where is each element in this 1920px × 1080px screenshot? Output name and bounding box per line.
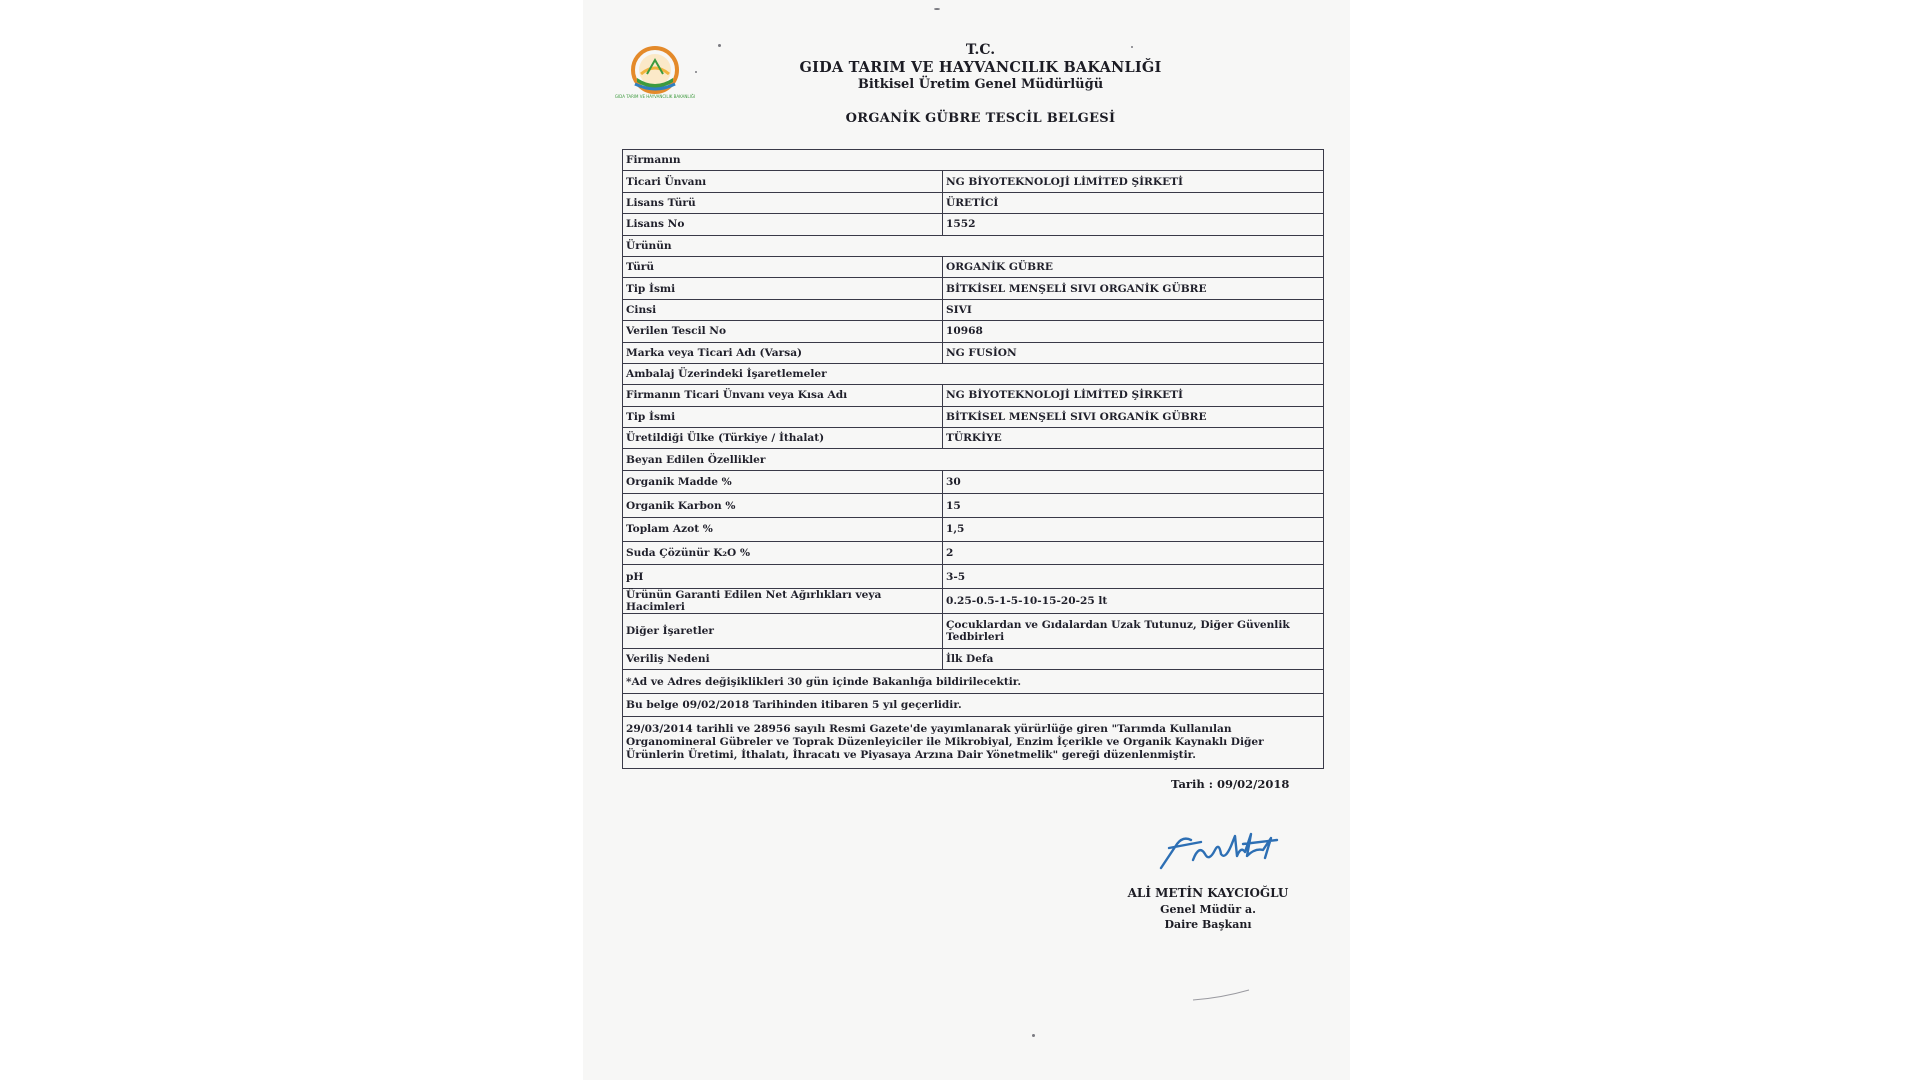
scan-stroke (1191, 988, 1251, 1002)
tescil-no-value: 10968 (943, 321, 1324, 342)
lisans-no-value: 1552 (943, 214, 1324, 235)
toplam-azot-label: Toplam Azot % (623, 518, 943, 542)
scan-speck (1131, 46, 1133, 48)
handwritten-signature-icon (1147, 826, 1297, 876)
certificate-page (583, 0, 1350, 1080)
section-row-beyan (623, 449, 1324, 470)
net-agirlik-value: 0.25-0.5-1-5-10-15-20-25 lt (943, 588, 1324, 613)
scan-speck (1032, 1034, 1035, 1037)
table-row (623, 648, 1324, 669)
issue-date: Tarih : 09/02/2018 (1171, 777, 1290, 791)
table-row (623, 494, 1324, 518)
table-row (623, 192, 1324, 213)
ulke-label: Üretildiği Ülke (Türkiye / İthalat) (623, 428, 943, 449)
marka-value: NG FUSİON (943, 342, 1324, 363)
scan-speck (718, 44, 721, 47)
table-row (623, 588, 1324, 613)
organik-madde-label: Organik Madde % (623, 470, 943, 494)
note-row (623, 693, 1324, 717)
marka-label: Marka veya Ticari Adı (Varsa) (623, 342, 943, 363)
cinsi-label: Cinsi (623, 299, 943, 320)
header-tc: T.C. (965, 42, 996, 58)
tip-ismi-value: BİTKİSEL MENŞELİ SIVI ORGANİK GÜBRE (943, 278, 1324, 299)
section-urunun: Ürünün (623, 235, 1324, 256)
signatory-title-1: Genel Müdür a. (1160, 903, 1256, 916)
tip-ismi2-label: Tip İsmi (623, 406, 943, 427)
ticari-unvan-label: Ticari Ünvanı (623, 171, 943, 192)
organik-karbon-label: Organik Karbon % (623, 494, 943, 518)
lisans-turu-label: Lisans Türü (623, 192, 943, 213)
table-row (623, 470, 1324, 494)
toplam-azot-value: 1,5 (943, 518, 1324, 542)
ministry-name: GIDA TARIM VE HAYVANCILIK BAKANLIĞI (799, 59, 1162, 76)
table-row (623, 406, 1324, 427)
table-row (623, 321, 1324, 342)
diger-label: Diğer İşaretler (623, 613, 943, 648)
note-yonetmelik: 29/03/2014 tarihli ve 28956 sayılı Resmi Gazete'de yayımlanarak yürürlüğe giren "Tarımda Kullanılan Organomineral Gübreler ve Toprak Düzenleyiciler ile Mikrobiyal, Enzim İçerikle ve Organik Kaynaklı Diğer Ürünlerin Üretimi, İthalatı, İhracatı ve Piyasaya Arzına Dair Yönetmelik" gereği düzenlenmiştir. (623, 717, 1324, 769)
logo-text: GIDA TARIM VE HAYVANCILIK BAKANLIĞI (614, 94, 696, 99)
tescil-no-label: Verilen Tescil No (623, 321, 943, 342)
table-row (623, 256, 1324, 277)
net-agirlik-label: Ürünün Garanti Edilen Net Ağırlıkları veya Hacimleri (623, 588, 943, 613)
tip-ismi2-value: BİTKİSEL MENŞELİ SIVI ORGANİK GÜBRE (943, 406, 1324, 427)
lisans-turu-value: ÜRETİCİ (943, 192, 1324, 213)
ph-value: 3-5 (943, 565, 1324, 589)
k2o-value: 2 (943, 541, 1324, 565)
verilis-value: İlk Defa (943, 648, 1324, 669)
directorate-name: Bitkisel Üretim Genel Müdürlüğü (857, 77, 1104, 92)
tip-ismi-label: Tip İsmi (623, 278, 943, 299)
ticari-unvan-value: NG BİYOTEKNOLOJİ LİMİTED ŞİRKETİ (943, 171, 1324, 192)
organik-madde-value: 30 (943, 470, 1324, 494)
table-row (623, 565, 1324, 589)
document-title: ORGANİK GÜBRE TESCİL BELGESİ (845, 111, 1116, 126)
diger-value: Çocuklardan ve Gıdalardan Uzak Tutunuz, Diğer Güvenlik Tedbirleri (943, 613, 1324, 648)
ulke-value: TÜRKİYE (943, 428, 1324, 449)
turu-label: Türü (623, 256, 943, 277)
organik-karbon-value: 15 (943, 494, 1324, 518)
table-row (623, 171, 1324, 192)
ph-label: pH (623, 565, 943, 589)
signatory-name: ALİ METİN KAYCIOĞLU (1127, 886, 1289, 900)
section-row-firma (623, 150, 1324, 171)
table-row (623, 278, 1324, 299)
section-row-urun (623, 235, 1324, 256)
verilis-label: Veriliş Nedeni (623, 648, 943, 669)
section-row-ambalaj (623, 363, 1324, 384)
table-row (623, 214, 1324, 235)
lisans-no-label: Lisans No (623, 214, 943, 235)
note-gecerlilik: Bu belge 09/02/2018 Tarihinden itibaren 5 yıl geçerlidir. (623, 693, 1324, 717)
table-row (623, 385, 1324, 406)
table-row (623, 541, 1324, 565)
table-row (623, 518, 1324, 542)
cinsi-value: SIVI (943, 299, 1324, 320)
signatory-title-2: Daire Başkanı (1164, 918, 1252, 931)
note-adres: *Ad ve Adres değişiklikleri 30 gün içinde Bakanlığa bildirilecektir. (623, 670, 1324, 694)
section-firmanin: Firmanın (623, 150, 1324, 171)
section-ambalaj: Ambalaj Üzerindeki İşaretlemeler (623, 363, 1324, 384)
note-row (623, 717, 1324, 769)
k2o-label: Suda Çözünür K₂O % (623, 541, 943, 565)
section-beyan: Beyan Edilen Özellikler (623, 449, 1324, 470)
turu-value: ORGANİK GÜBRE (943, 256, 1324, 277)
scan-speck (695, 71, 697, 73)
firma-kisa-label: Firmanın Ticari Ünvanı veya Kısa Adı (623, 385, 943, 406)
table-row (623, 428, 1324, 449)
note-row (623, 670, 1324, 694)
registration-table (622, 149, 1324, 769)
firma-kisa-value: NG BİYOTEKNOLOJİ LİMİTED ŞİRKETİ (943, 385, 1324, 406)
table-row (623, 613, 1324, 648)
scan-speck (934, 8, 940, 10)
table-row (623, 342, 1324, 363)
table-row (623, 299, 1324, 320)
